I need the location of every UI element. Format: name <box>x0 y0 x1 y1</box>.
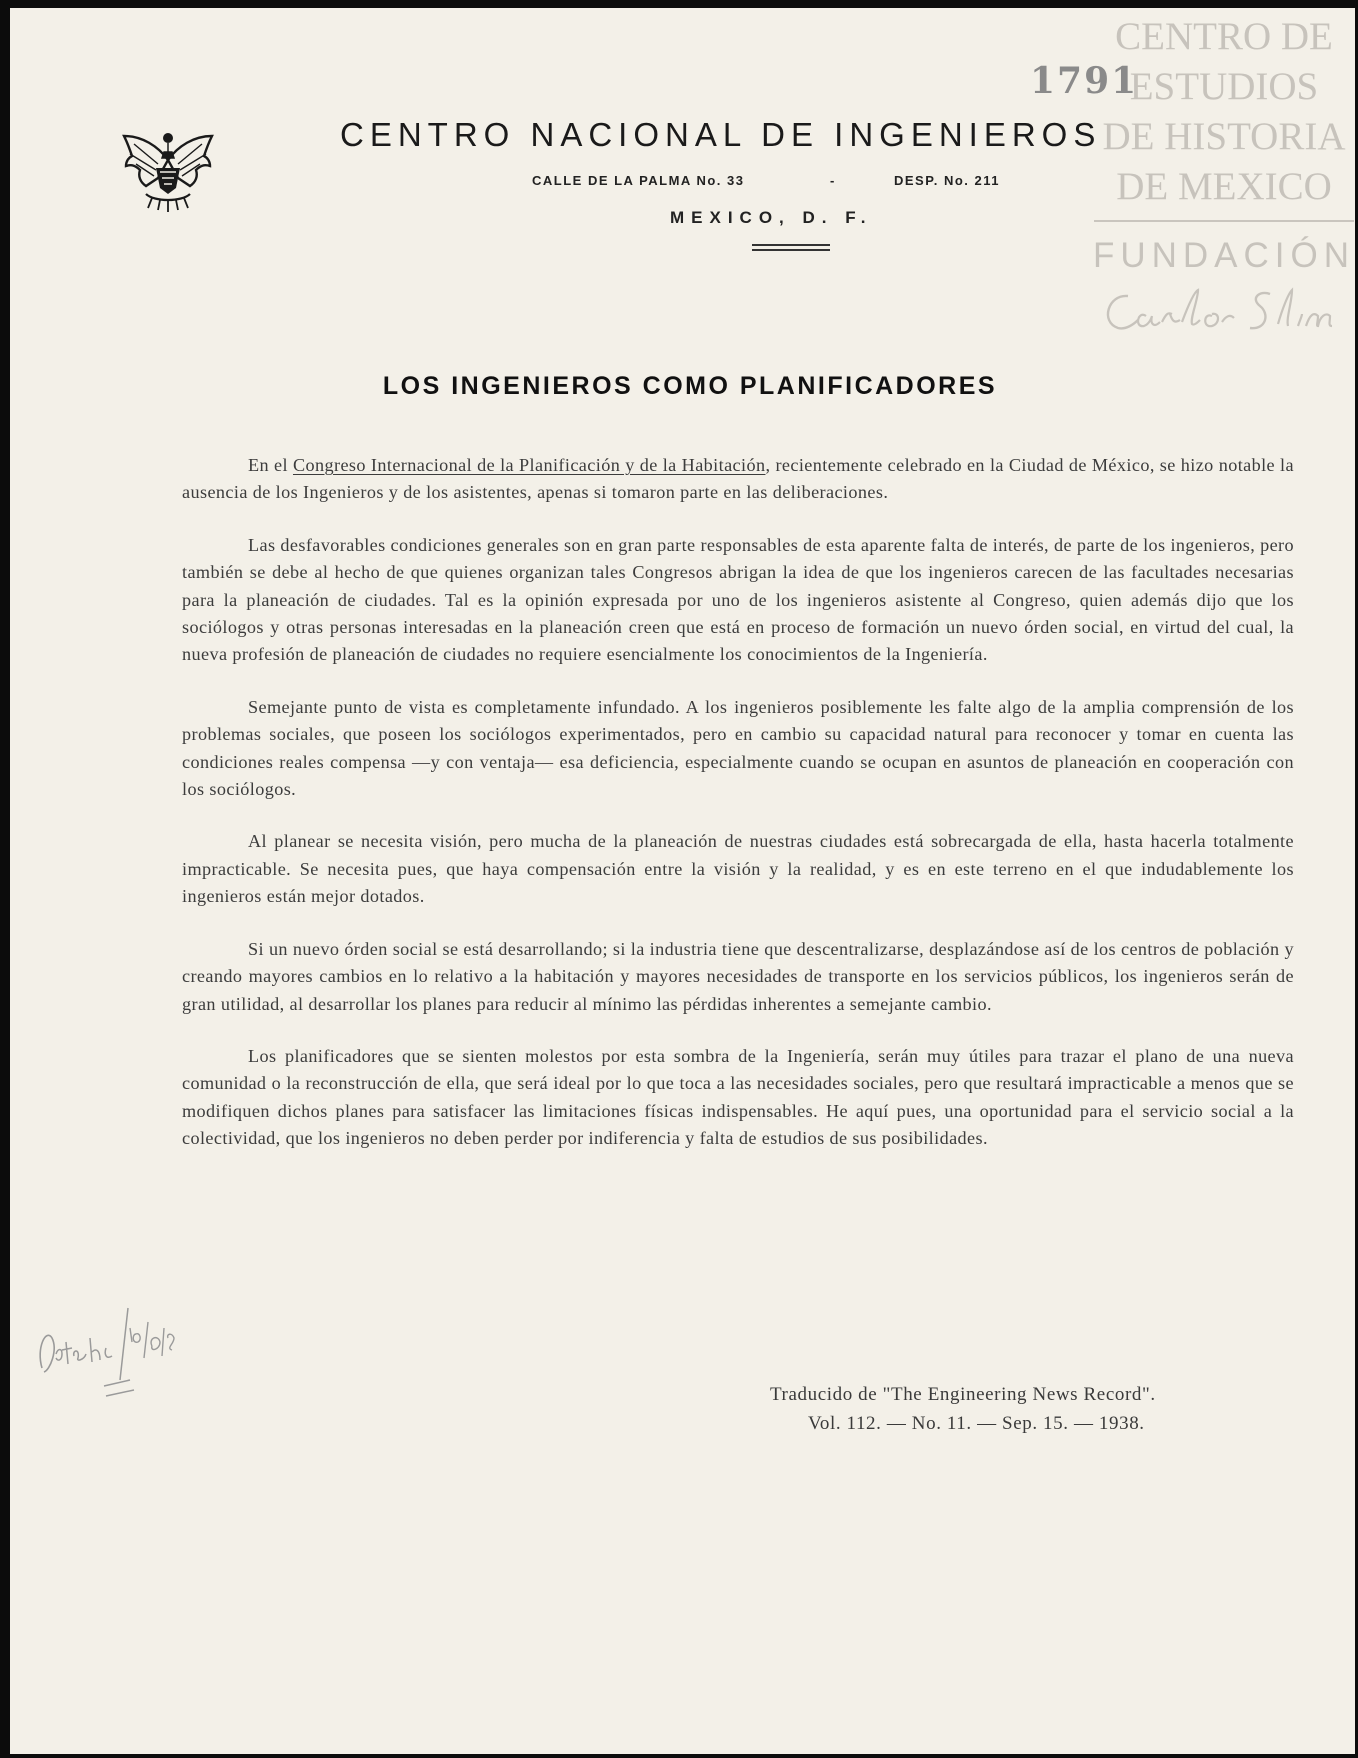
document-body <box>182 452 1294 1178</box>
watermark-line-2: ESTUDIOS <box>1129 65 1319 108</box>
watermark-line-1: CENTRO DE <box>1115 15 1333 58</box>
congress-name: Congreso Internacional de la Planificación y de la Habitación <box>292 455 766 475</box>
paragraph-4: Al planear se necesita visión, pero mucha de la planeación de nuestras ciudades está sobrecargada de ella, hasta hacerla totalmente impracticable. Se necesita pues, que haya compensación entre la visión y la realidad, y es en este terreno en el que indudablemente los ingenieros están mejor dotados. <box>182 831 1294 907</box>
organization-name: CENTRO NACIONAL DE INGENIEROS <box>340 116 1102 153</box>
source-citation <box>770 1380 1270 1438</box>
paragraph-2: Las desfavorables condiciones generales son en gran parte responsables de esta aparente falta de interés, de parte de los ingenieros, pero también se debe al hecho de que quienes organizan tales Congresos abrigan la idea de que los ingenieros carecen de las facultades necesarias para la planeación de ciudades. Tal es la opinión expresada por uno de los ingenieros asistente al Congreso, quien además dijo que los sociólogos y otras personas interesadas en la planeación creen que está en proceso de formación un nuevo órden social, en virtud del cual, la nueva profesión de planeación de ciudades no requiere esencialmente los conocimientos de la Ingeniería. <box>182 534 1295 665</box>
archive-stamp-number: 1791 <box>1030 60 1139 102</box>
paragraph-3: Semejante punto de vista es completamente infundado. A los ingenieros posiblemente les falte algo de la amplia comprensión de los problemas sociales, que poseen los sociólogos experimentados, pero en cambio su capacidad natural para reconocer y tomar en cuenta las condiciones reales compensa —y con ventaja— esa deficiencia, especialmente cuando se ocupan en asuntos de planeación en cooperación con los sociólogos. <box>182 696 1294 800</box>
eagle-emblem-icon <box>118 116 218 216</box>
watermark-line-4: DE MEXICO <box>1116 165 1332 208</box>
source-line-2: Vol. 112. — No. 11. — Sep. 15. — 1938. <box>808 1413 1145 1434</box>
watermark-foundation: FUNDACIÓN <box>1092 236 1356 275</box>
paragraph-1-lead: En el <box>248 455 293 475</box>
source-line-1: Traducido de "The Engineering News Record". <box>770 1384 1156 1405</box>
handwritten-date-annotation <box>32 1298 192 1408</box>
paragraph-1 <box>182 452 1294 507</box>
archive-watermark <box>1080 12 1358 345</box>
letterhead-rule <box>752 244 830 254</box>
paragraph-1-rest: , recientemente celebrado en la Ciudad de México, se hizo notable la ausencia de los Ingenieros y de los asistentes, apenas si tomaron parte en las deliberaciones. <box>182 455 1294 503</box>
paragraph-5: Si un nuevo órden social se está desarrollando; si la industria tiene que descentralizarse, desplazándose así de los centros de población y creando mayores cambios en lo relativo a la habitación y mayores necesidades de transporte en los servicios públicos, los ingenieros serán de gran utilidad, al desarrollar los planes para reducir al mínimo las pérdidas inherentes a semejante cambio. <box>182 938 1294 1014</box>
watermark-divider <box>1094 220 1354 222</box>
address-separator: - <box>830 173 836 188</box>
watermark-line-3: DE HISTORIA <box>1102 115 1346 158</box>
address-office: DESP. No. 211 <box>894 173 1000 188</box>
address-city: MEXICO, D. F. <box>670 208 873 227</box>
letter-sheet <box>10 8 1355 1754</box>
paragraph-6: Los planificadores que se sienten molestos por esta sombra de la Ingeniería, serán muy útiles para trazar el plano de una nueva comunidad o la reconstrucción de ella, que será ideal por lo que toca a las necesidades sociales, pero que resultará impracticable a menos que se modifiquen dichos planes para satisfacer las limitaciones físicas indispensables. He aquí pues, una oportunidad para el servicio social a la colectividad, que los ingenieros no deben perder por indiferencia y falta de estudios de sus posibilidades. <box>182 1045 1294 1149</box>
document-title: LOS INGENIEROS COMO PLANIFICADORES <box>382 372 998 400</box>
watermark-signature-logo <box>1094 280 1354 340</box>
address-street: CALLE DE LA PALMA No. 33 <box>532 173 745 188</box>
